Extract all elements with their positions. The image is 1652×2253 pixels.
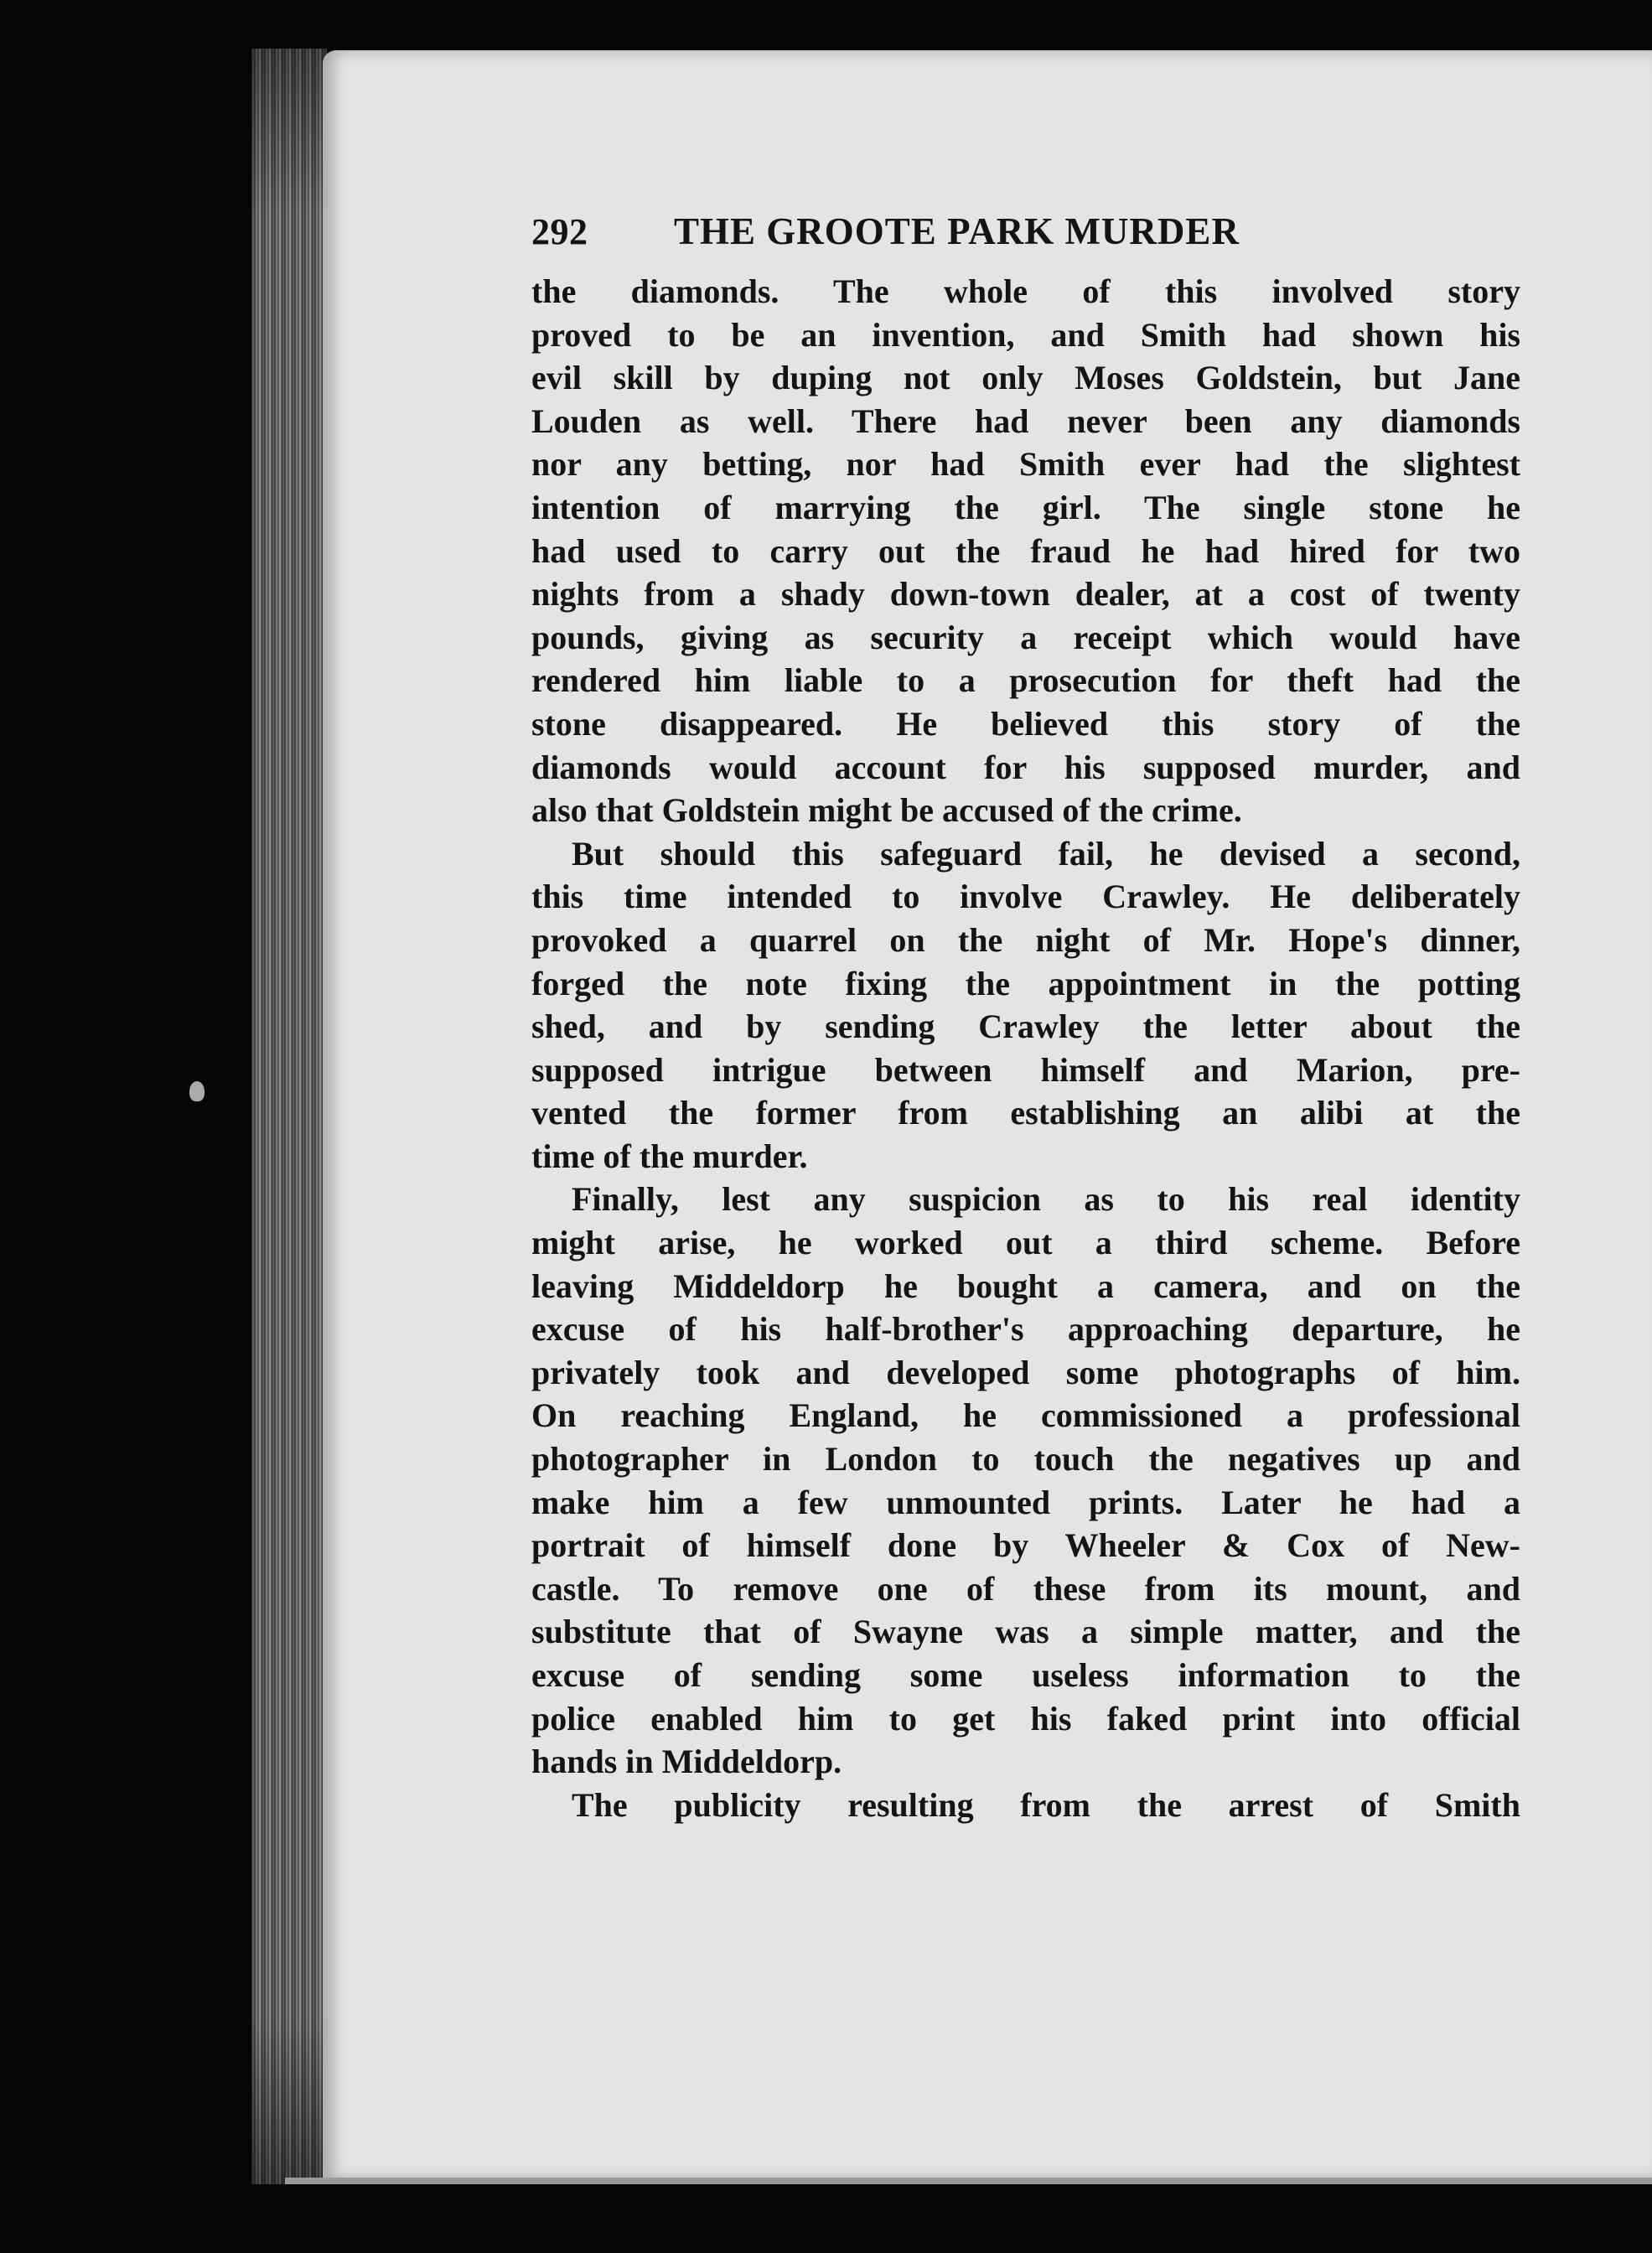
text-line: photographer in London to touch the negatives up and <box>531 1440 1520 1479</box>
page-number: 292 <box>531 211 588 252</box>
text-line: leaving Middeldorp he bought a camera, and on the <box>531 1266 1520 1305</box>
text-line: proved to be an invention, and Smith had shown his <box>531 315 1520 354</box>
text-line: vented the former from establishing an alibi at the <box>531 1094 1520 1132</box>
text-line: rendered him liable to a prosecution for theft had the <box>531 661 1520 700</box>
text-line: But should this safeguard fail, he devised a second, <box>572 834 1520 873</box>
text-line: substitute that of Swayne was a simple matter, and the <box>531 1613 1520 1651</box>
page-bottom-edge <box>285 2178 1652 2184</box>
page-text-block <box>531 210 1520 1826</box>
text-line: this time intended to involve Crawley. He deliberately <box>531 878 1520 916</box>
text-line: police enabled him to get his faked print into official <box>531 1699 1520 1738</box>
text-line: might arise, he worked out a third scheme. Before <box>531 1224 1520 1262</box>
book-page-edges <box>251 49 327 2184</box>
text-line: pounds, giving as security a receipt which would have <box>531 618 1520 656</box>
text-line: intention of marrying the girl. The single stone he <box>531 488 1520 526</box>
text-line: nor any betting, nor had Smith ever had the slightest <box>531 445 1520 484</box>
text-line: make him a few unmounted prints. Later he had a <box>531 1483 1520 1521</box>
text-line: Louden as well. There had never been any diamonds <box>531 401 1520 440</box>
text-line: portrait of himself done by Wheeler & Cox of New- <box>531 1526 1520 1565</box>
text-line: supposed intrigue between himself and Marion, pre- <box>531 1050 1520 1089</box>
text-line: also that Goldstein might be accused of the crime. <box>531 791 1242 830</box>
running-head <box>531 210 1520 270</box>
text-line: provoked a quarrel on the night of Mr. Hope's dinner, <box>531 920 1520 959</box>
text-line: The publicity resulting from the arrest of Smith <box>572 1785 1520 1824</box>
text-line: the diamonds. The whole of this involved story <box>531 272 1520 310</box>
text-line: forged the note fixing the appointment in the potting <box>531 964 1520 1002</box>
gutter-speck <box>189 1081 205 1101</box>
text-line: excuse of his half-brother's approaching departure, he <box>531 1310 1520 1349</box>
text-line: privately took and developed some photographs of him. <box>531 1353 1520 1391</box>
text-line: excuse of sending some useless information to the <box>531 1656 1520 1694</box>
text-line: time of the murder. <box>531 1137 808 1175</box>
text-line: nights from a shady down-town dealer, at a cost of twenty <box>531 575 1520 614</box>
text-line: On reaching England, he commissioned a professional <box>531 1396 1520 1435</box>
text-line: had used to carry out the fraud he had hired for two <box>531 531 1520 570</box>
text-line: stone disappeared. He believed this story of the <box>531 704 1520 743</box>
text-line: hands in Middeldorp. <box>531 1743 842 1781</box>
text-line: castle. To remove one of these from its mount, and <box>531 1569 1520 1608</box>
text-line: shed, and by sending Crawley the letter about the <box>531 1007 1520 1046</box>
text-line: Finally, lest any suspicion as to his real identity <box>572 1180 1520 1219</box>
text-line: diamonds would account for his supposed murder, and <box>531 748 1520 786</box>
text-line: evil skill by duping not only Moses Goldstein, but Jane <box>531 359 1520 397</box>
running-head-title: THE GROOTE PARK MURDER <box>674 210 1240 252</box>
body-text <box>531 270 1520 1826</box>
